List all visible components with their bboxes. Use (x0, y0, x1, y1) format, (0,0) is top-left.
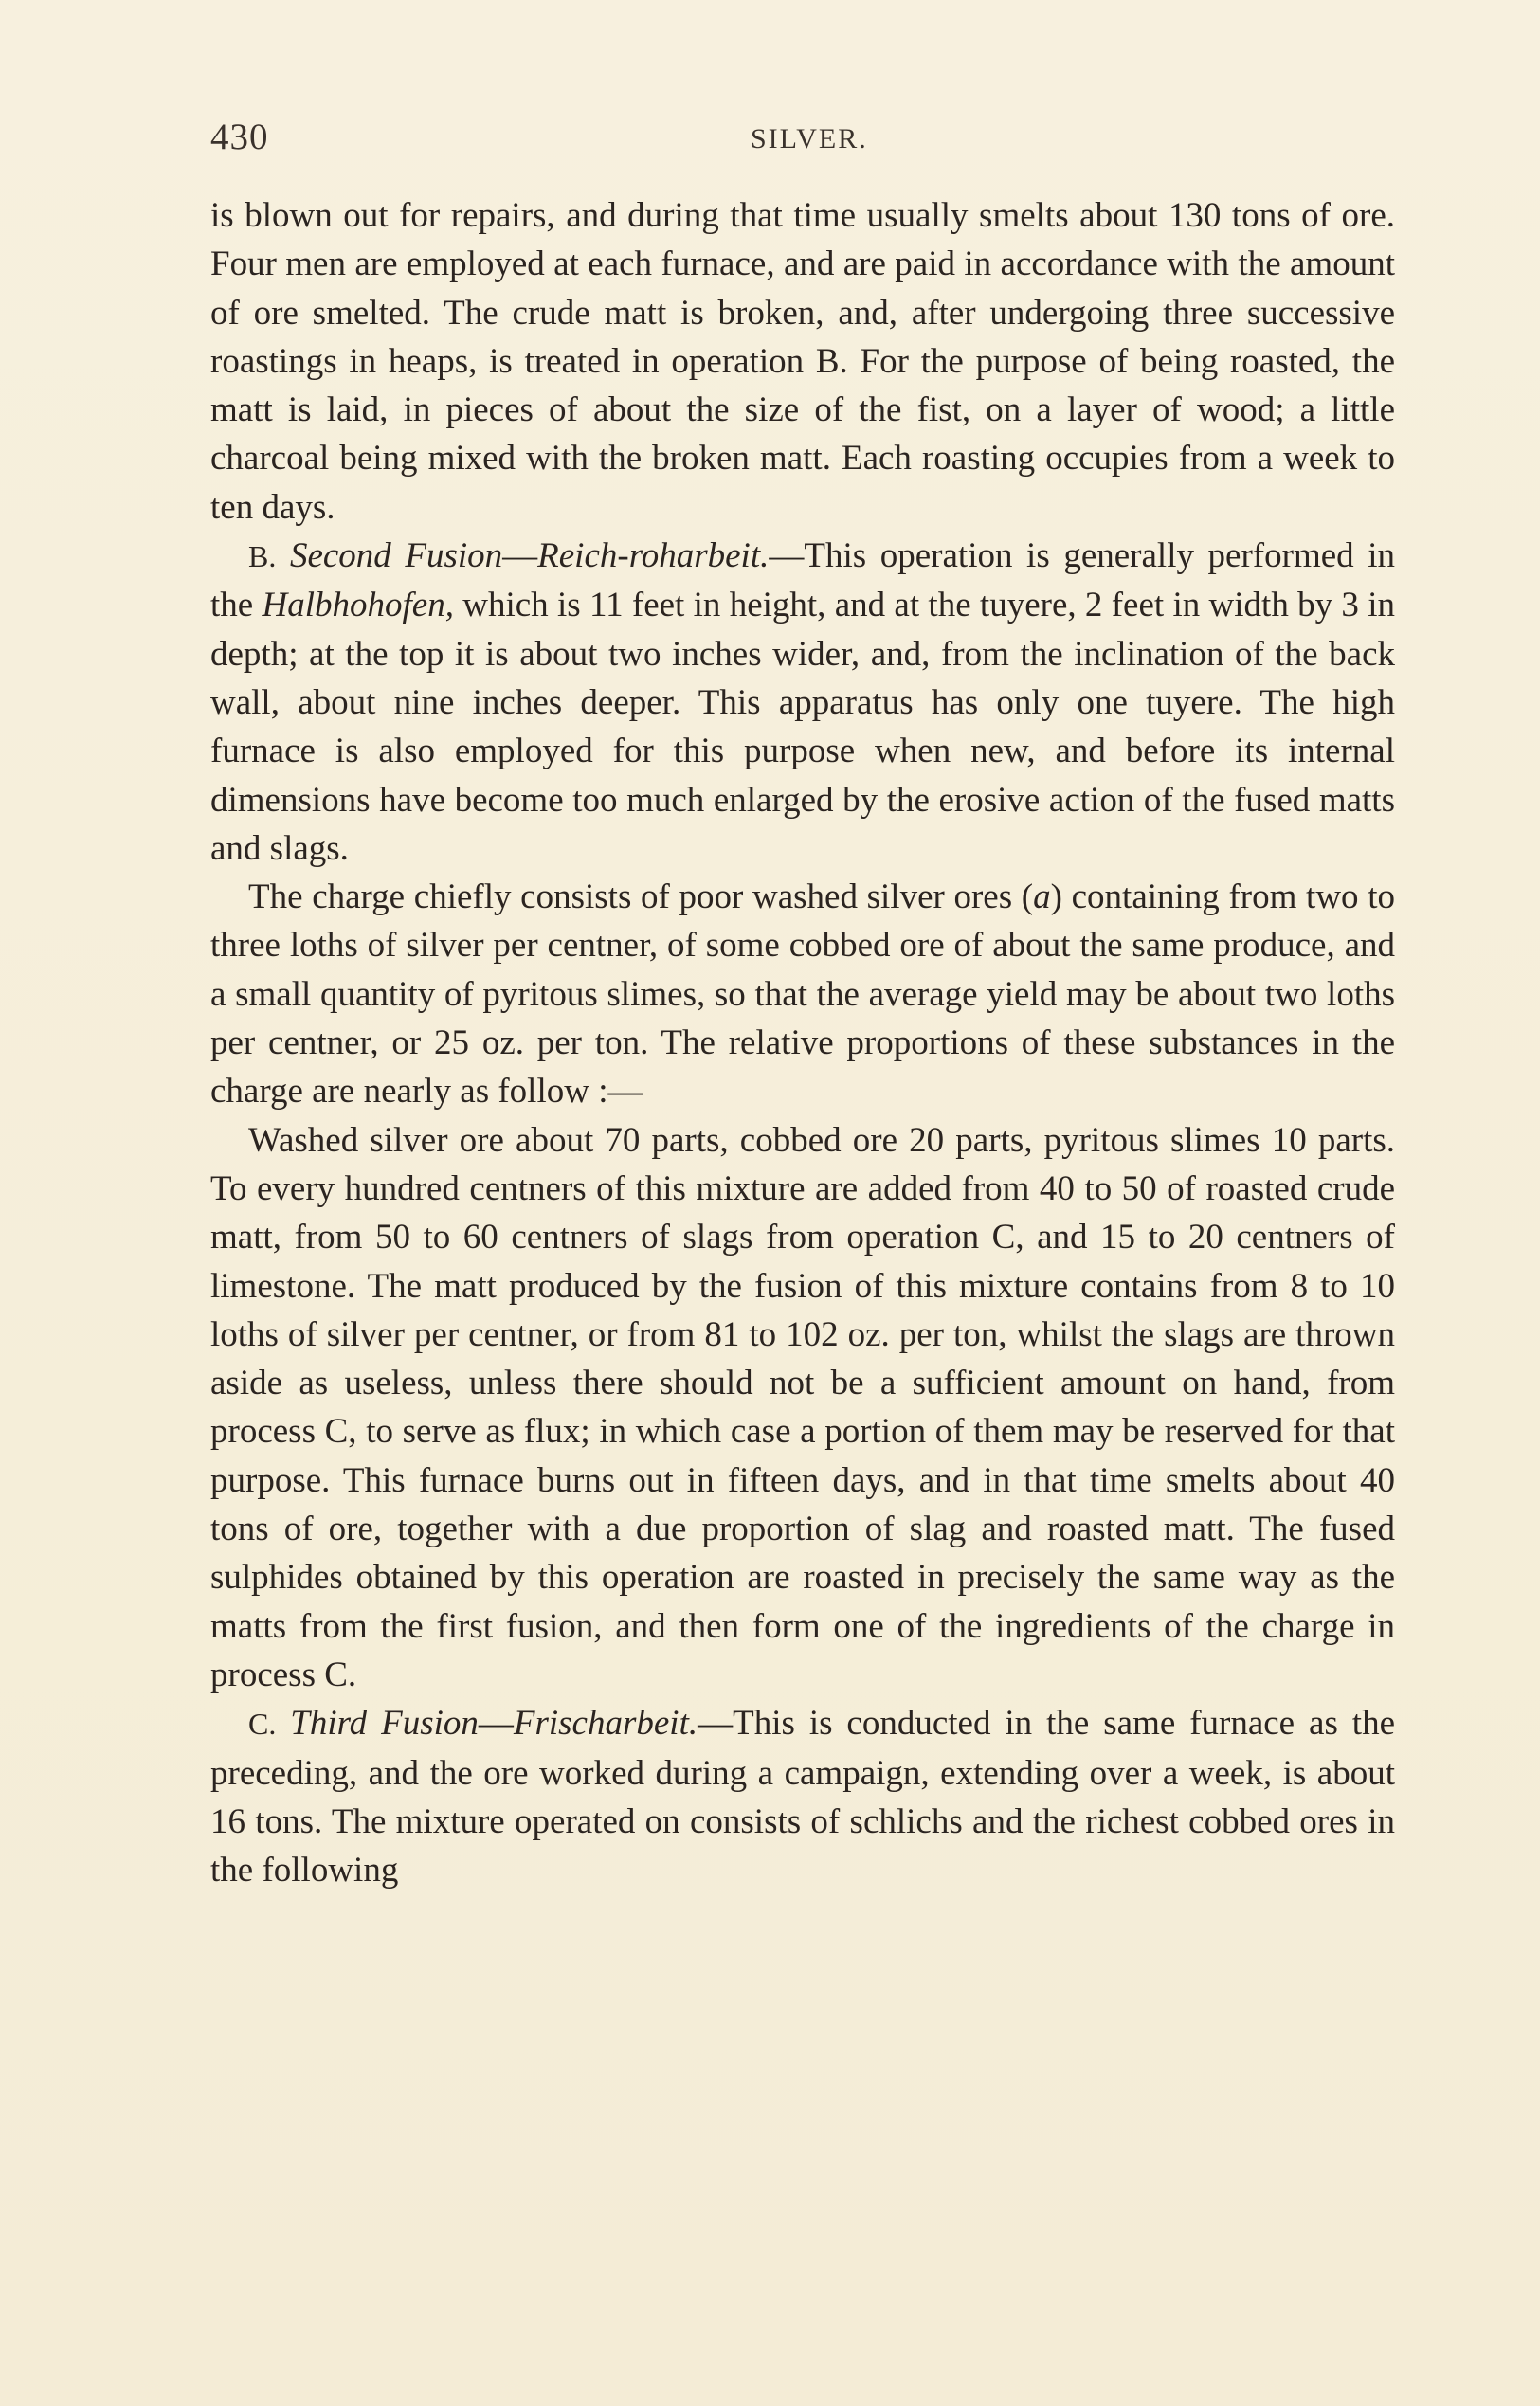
running-head: SILVER. (751, 123, 868, 154)
section-label-c: C. (248, 1707, 277, 1742)
paragraph-3 (210, 873, 1395, 1115)
footnote-letter-a: a (1033, 877, 1051, 917)
paragraph-4: Washed silver ore about 70 parts, cobbed ore 20 parts, pyritous slimes 10 parts. To every hundred centners of this mixture are added from 40 to 50 of roasted crude matt, from 50 to 60 centners of slags from operation C, and 15 to 20 centners of limestone. The matt produced by the fusion of this mixture contains from 8 to 10 loths of silver per centner, or from 81 to 102 oz. per ton, whilst the slags are thrown aside as useless, unless there should not be a sufficient amount on hand, from process C, to serve as flux; in which case a portion of them may be reserved for that purpose. This furnace burns out in fifteen days, and in that time smelts about 40 tons of ore, together with a due proportion of slag and roasted matt. The fused sulphides obtained by this operation are roasted in precisely the same way as the matts from the first fusion, and then form one of the ingredients of the charge in process C. (210, 1120, 1395, 1694)
paragraph-2-text-a: —This operation is generally performed in the (210, 536, 1396, 625)
paragraph-1: is blown out for repairs, and during that time usually smelts about 130 tons of ore. Four men are employed at each furnace, and are paid in accordance with the amount of ore smelted. The crude matt is broken, and, after undergoing three successive roastings in heaps, is treated in operation B. For the purpose of being roasted, the matt is laid, in pieces of about the size of the fist, on a layer of wood; a little charcoal being mixed with the broken matt. Each roasting occupies from a week to ten days. (210, 196, 1395, 527)
page-number: 430 (210, 117, 269, 157)
page-header (210, 116, 1395, 163)
section-heading-b-part2: Reich-roharbeit. (537, 536, 770, 576)
paragraph-2-text-b: which is 11 feet in height, and at the tuyere, 2 feet in width by 3 in depth; at the top it is about two inches wider, and, from the inclination of the back wall, about nine inches deeper. This apparatus has only one tuyere. The high furnace is also employed for this purpose when new, and before its internal dimensions have become too much enlarged by the erosive action of the fused matts and slags. (210, 586, 1395, 868)
em-dash: — (502, 536, 538, 576)
section-heading-b-part1: Second Fusion (289, 536, 503, 576)
body-text (210, 191, 1395, 1894)
section-heading-c-part1: Third Fusion (290, 1704, 479, 1744)
em-dash: — (478, 1704, 514, 1744)
paragraph-3-text-a: The charge chiefly consists of poor washed silver ores ( (248, 877, 1034, 917)
section-heading-c-part2: Frischarbeit. (513, 1704, 698, 1744)
paragraph-2-section-b (210, 532, 1395, 873)
paragraph-3-text-b: ) containing from two to three loths of silver per centner, of some cobbed ore of about the same produce, and a small quantity of pyritous slimes, so that the average yield may be about two loths per centner, or 25 oz. per ton. The relative proportions of these substances in the charge are nearly as follow :— (210, 877, 1395, 1112)
paragraph-5-section-c (210, 1699, 1395, 1894)
paragraph-5-text: —This is conducted in the same furnace as the preceding, and the ore worked during a campaign, extending over a week, is about 16 tons. The mixture operated on consists of schlichs and the richest cobbed ores in the following (210, 1704, 1395, 1890)
section-label-b: B. (248, 539, 277, 574)
furnace-name-italic: Halbhohofen, (262, 586, 454, 625)
